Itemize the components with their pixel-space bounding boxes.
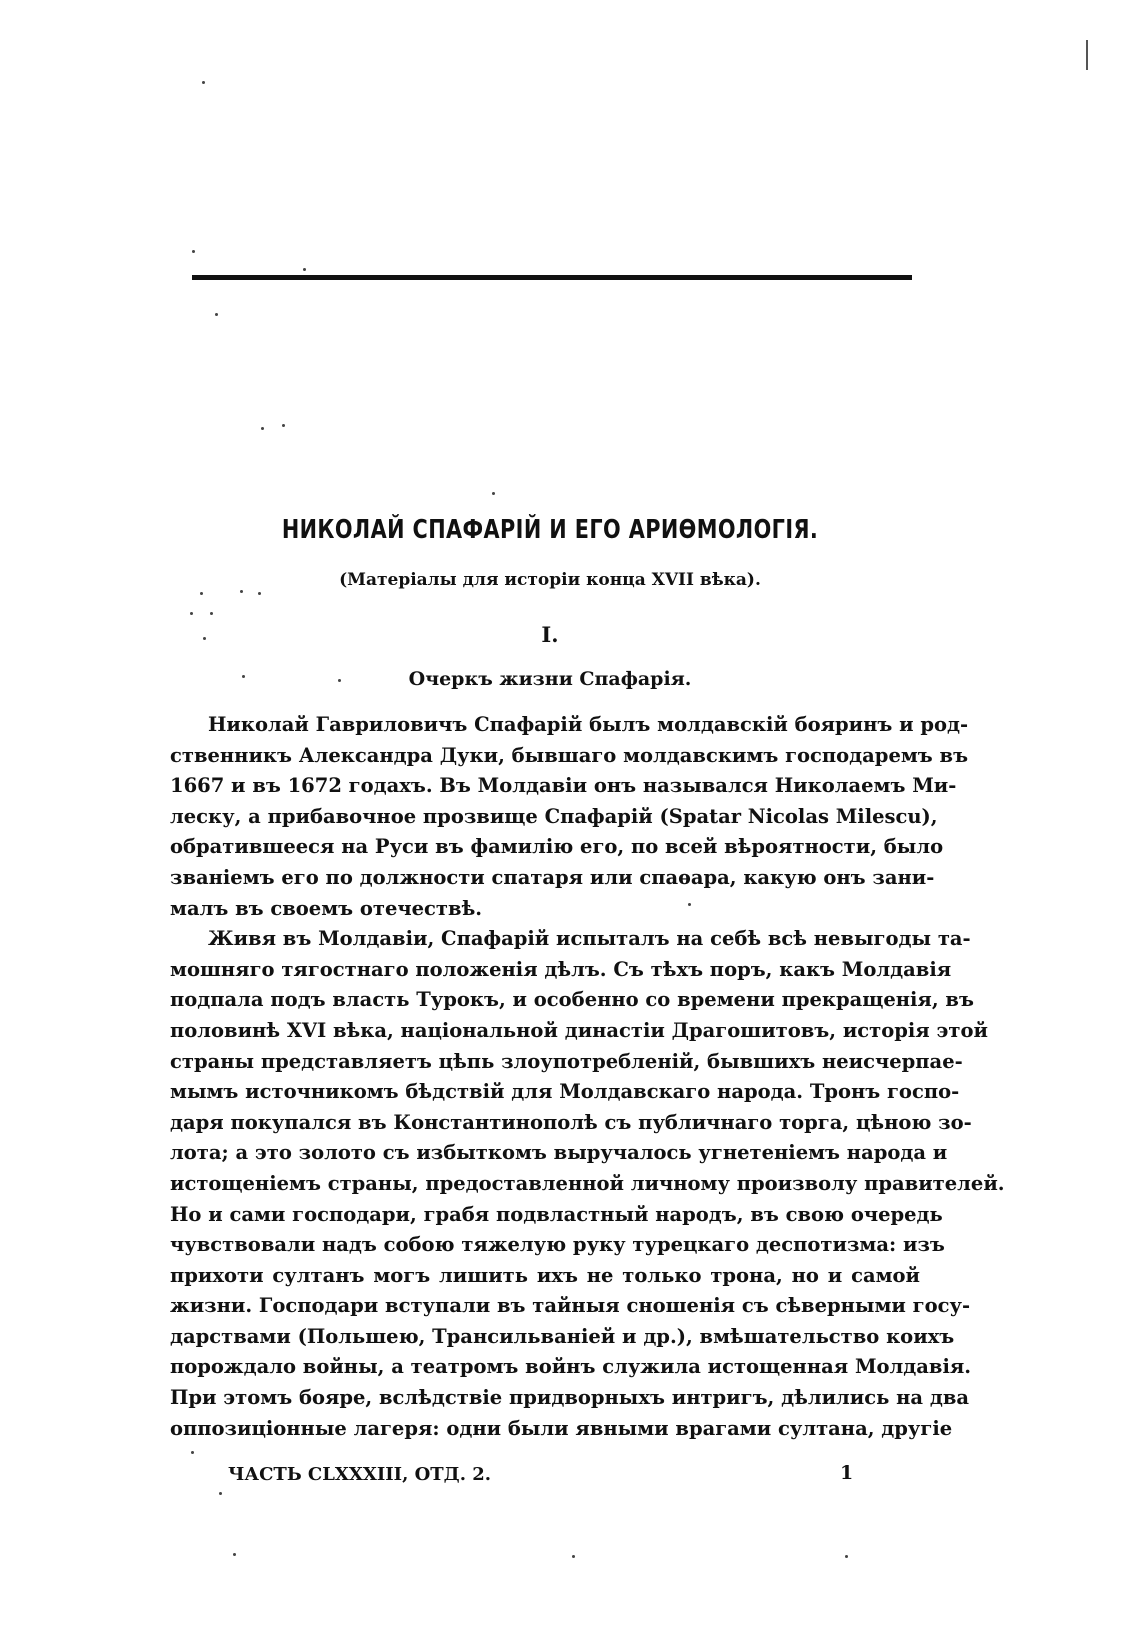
body-line: подпала подъ власть Турокъ, и особенно со времени прекращенія, въ (170, 988, 974, 1012)
body-line: жизни. Господари вступали въ тайныя сношенія съ сѣверными госу- (170, 1294, 971, 1318)
body-line: Но и сами господари, грабя подвластный народъ, въ свою очередь (170, 1202, 943, 1226)
body-line: чувствовали надъ собою тяжелую руку турецкаго деспотизма: изъ (170, 1233, 945, 1257)
body-line: оппозиціонные лагеря: одни были явными врагами султана, другіе (170, 1416, 953, 1440)
header-rule (192, 275, 912, 280)
body-line: званіемъ его по должности спатаря или спаѳара, какую онъ зани- (170, 865, 935, 889)
body-line: прихоти султанъ могъ лишить ихъ не только трона, но и самой (170, 1263, 920, 1287)
body-line: леску, а прибавочное прозвище Спафарій (Spatar Nicolas Milescu), (170, 804, 938, 828)
body-line: лота; а это золото съ избыткомъ выручалось угнетеніемъ народа и (170, 1141, 948, 1165)
body-line: При этомъ бояре, вслѣдствіе придворныхъ интригъ, дѣлились на два (170, 1386, 970, 1410)
body-line: 1667 и въ 1672 годахъ. Въ Молдавіи онъ назывался Николаемъ Ми- (170, 774, 957, 798)
section-title: Очеркъ жизни Спафарія. (408, 668, 692, 690)
body-line: порождало войны, а театромъ войнъ служила истощенная Молдавія. (170, 1355, 972, 1379)
body-line: Живя въ Молдавіи, Спафарій испыталъ на себѣ всѣ невыгоды та- (208, 927, 971, 951)
body-line: страны представляетъ цѣпь злоупотребленій, бывшихъ неисчерпае- (170, 1049, 963, 1073)
body-line: мошняго тягостнаго положенія дѣлъ. Съ тѣхъ поръ, какъ Молдавія (170, 957, 952, 981)
scan-edge-mark (1086, 40, 1088, 70)
body-line: мымъ источникомъ бѣдствій для Молдавскаго народа. Тронъ госпо- (170, 1080, 960, 1104)
article-subtitle: (Матеріалы для исторіи конца XVII вѣка). (339, 570, 761, 590)
body-line: истощеніемъ страны, предоставленной личному произволу правителей. (170, 1171, 1005, 1195)
body-line: дарствами (Польшею, Трансильваніей и др.), вмѣшательство коихъ (170, 1324, 955, 1348)
body-line: половинѣ XVI вѣка, національной династіи Драгошитовъ, исторія этой (170, 1018, 988, 1042)
body-line: даря покупался въ Константинополѣ съ публичнаго торга, цѣною зо- (170, 1110, 972, 1134)
body-line: Николай Гавриловичъ Спафарій былъ молдавскій бояринъ и род- (208, 713, 969, 736)
body-line: обратившееся на Руси въ фамилію его, по всей вѣроятности, было (170, 835, 944, 859)
body-line: ственникъ Александра Дуки, бывшаго молдавскимъ господаремъ въ (170, 743, 969, 767)
section-number: I. (541, 622, 559, 647)
article-title: НИКОЛАЙ СПАФАРІЙ И ЕГО АРИѲМОЛОГІЯ. (281, 515, 819, 545)
page-number: 1 (840, 1462, 854, 1484)
footer-part-label: ЧАСТЬ CLXXXIII, ОТД. 2. (228, 1464, 492, 1485)
body-line: малъ въ своемъ отечествѣ. (170, 896, 483, 920)
body-text (170, 710, 1005, 1444)
